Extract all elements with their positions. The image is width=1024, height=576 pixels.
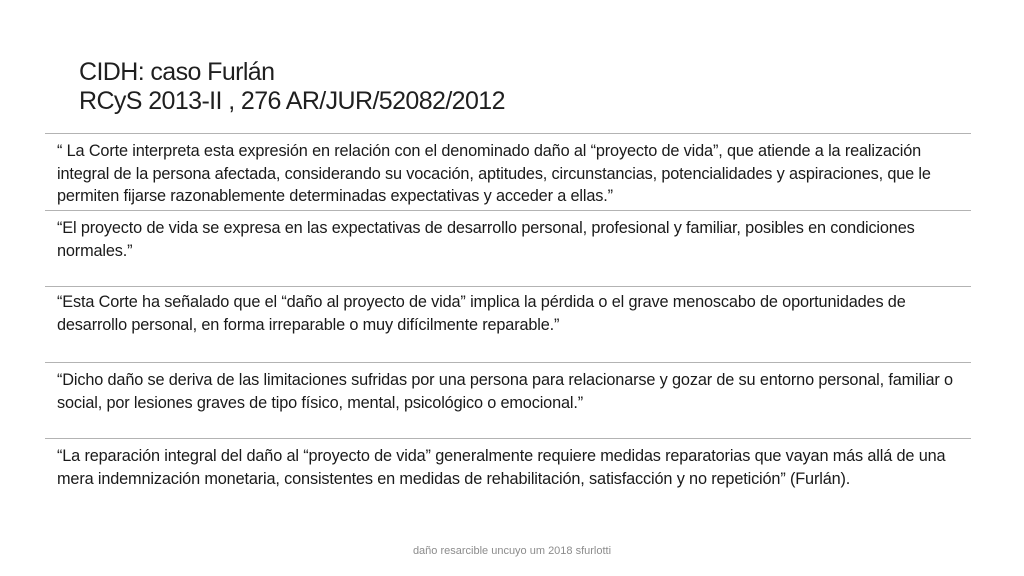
quote-text: “ La Corte interpreta esta expresión en relación con el denominado daño al “proyecto de vida”, que atiende a la realización integral de la persona afectada, considerando su vocación, aptitudes, circunstancias, potencialidades y aspiraciones, que le permiten fijarse razonablemente determinadas expectativas y acceder a ellas.” bbox=[57, 142, 931, 205]
slide-title bbox=[79, 58, 939, 116]
quote-row-3 bbox=[45, 286, 971, 362]
quote-row-4 bbox=[45, 362, 971, 438]
quote-row-1 bbox=[45, 133, 971, 210]
quotes-table bbox=[45, 133, 971, 515]
slide-footer: daño resarcible uncuyo um 2018 sfurlotti bbox=[412, 545, 612, 557]
quote-text: “El proyecto de vida se expresa en las expectativas de desarrollo personal, profesional y familiar, posibles en condiciones normales.” bbox=[57, 219, 915, 260]
quote-text: “Dicho daño se deriva de las limitaciones sufridas por una persona para relacionarse y gozar de su entorno personal, familiar o social, por lesiones graves de tipo físico, mental, psicológico o emocional.” bbox=[57, 371, 953, 412]
quote-text: “Esta Corte ha señalado que el “daño al proyecto de vida” implica la pérdida o el grave menoscabo de oportunidades de desarrollo personal, en forma irreparable o muy difícilmente reparable.” bbox=[57, 293, 906, 334]
slide-title-line-1: CIDH: caso Furlán bbox=[79, 58, 275, 86]
quote-text: “La reparación integral del daño al “proyecto de vida” generalmente requiere medidas reparatorias que vayan más allá de una mera indemnización monetaria, consistentes en medidas de rehabilitación, satisfacción y no repetición” (Furlán). bbox=[57, 447, 946, 488]
quote-row-5 bbox=[45, 438, 971, 515]
quote-row-2 bbox=[45, 210, 971, 286]
slide-title-line-2: RCyS 2013-II , 276 AR/JUR/52082/2012 bbox=[79, 87, 505, 115]
